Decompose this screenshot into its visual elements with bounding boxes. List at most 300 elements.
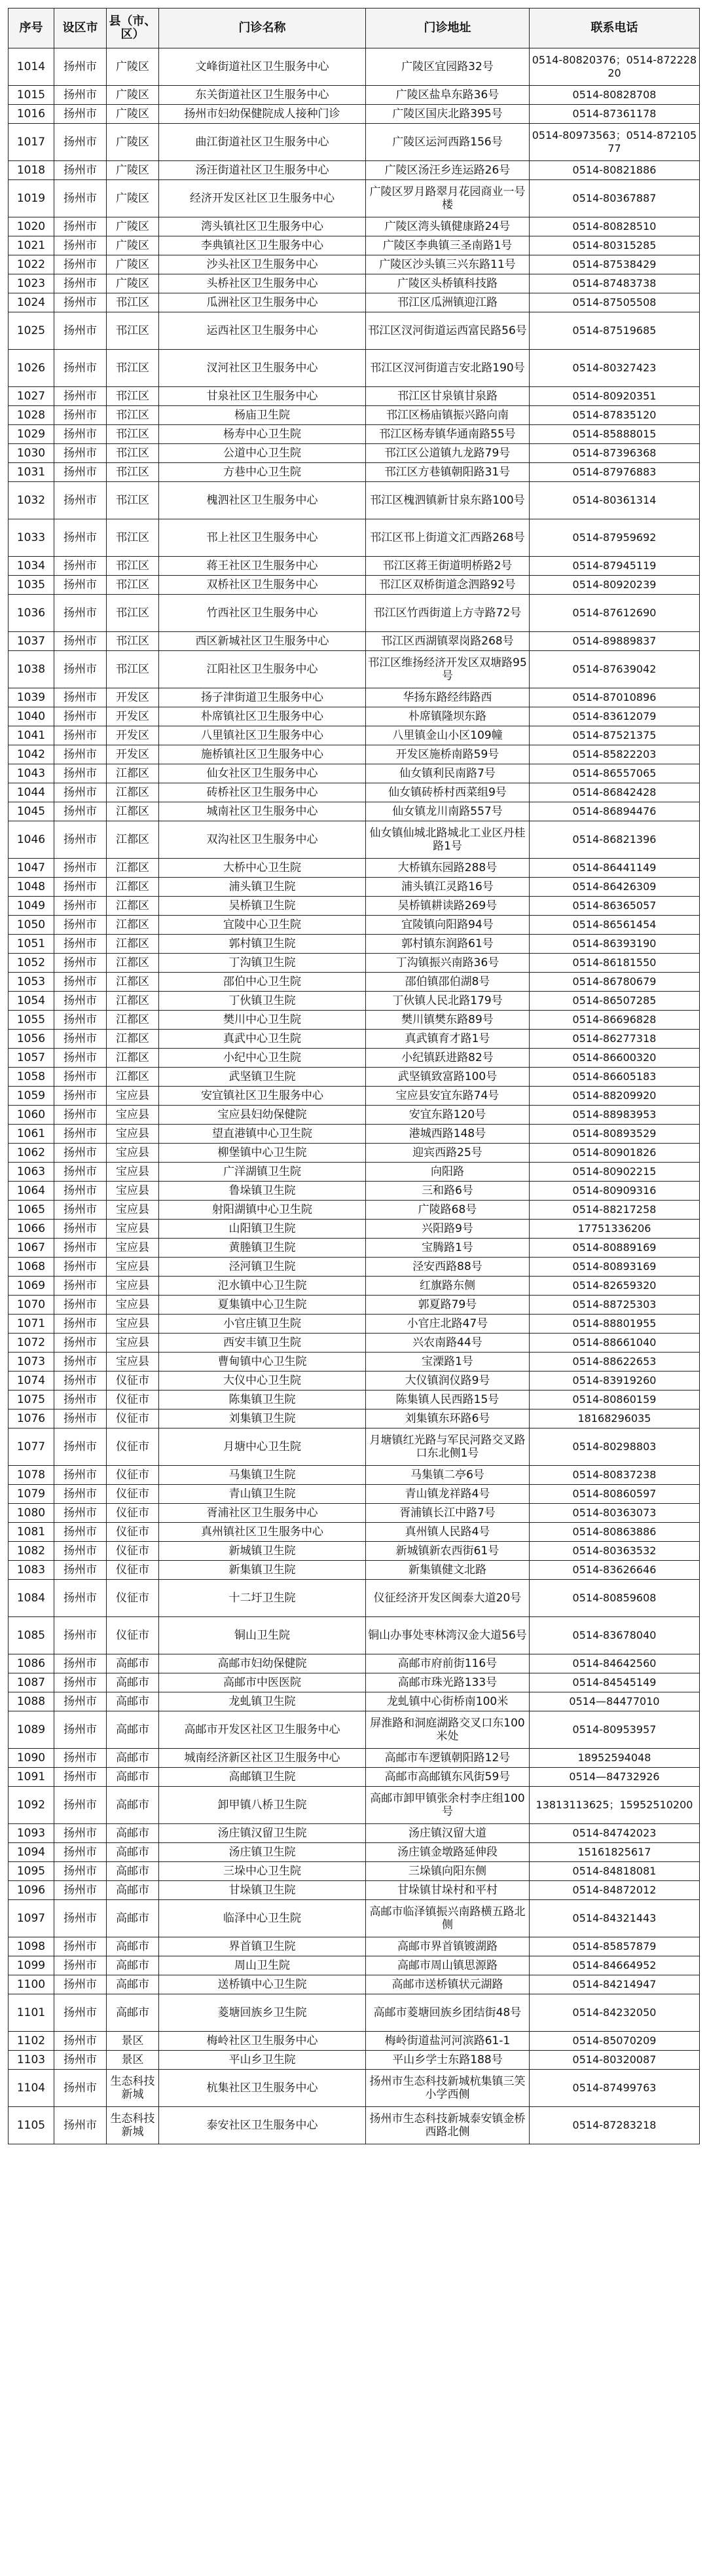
- table-row: [9, 2107, 700, 2144]
- cell-county: 江都区: [107, 821, 159, 859]
- cell-clinic-address: 广陵区头桥镇科技路: [366, 274, 530, 293]
- cell-city: 扬州市: [54, 1220, 107, 1239]
- table-row: [9, 1315, 700, 1334]
- cell-index: 1023: [9, 274, 54, 293]
- table-row: [9, 255, 700, 274]
- table-row: [9, 1711, 700, 1749]
- cell-clinic-name: 城南经济新区社区卫生服务中心: [159, 1749, 366, 1768]
- cell-phone: 0514-87976883: [530, 463, 700, 482]
- cell-phone: 0514-80821886: [530, 161, 700, 180]
- cell-city: 扬州市: [54, 1523, 107, 1542]
- table-row: [9, 1391, 700, 1409]
- cell-city: 扬州市: [54, 595, 107, 632]
- table-row: [9, 1277, 700, 1296]
- cell-index: 1020: [9, 217, 54, 236]
- cell-city: 扬州市: [54, 1843, 107, 1862]
- cell-county: 广陵区: [107, 48, 159, 86]
- cell-city: 扬州市: [54, 1542, 107, 1561]
- cell-city: 扬州市: [54, 86, 107, 105]
- cell-city: 扬州市: [54, 48, 107, 86]
- cell-clinic-name: 湾头镇社区卫生服务中心: [159, 217, 366, 236]
- cell-phone: 15161825617: [530, 1843, 700, 1862]
- cell-phone: 0514-84872012: [530, 1881, 700, 1900]
- cell-clinic-address: 邗江区邗上街道文汇西路268号: [366, 519, 530, 557]
- cell-index: 1039: [9, 688, 54, 707]
- cell-county: 宝应县: [107, 1258, 159, 1277]
- cell-city: 扬州市: [54, 1087, 107, 1106]
- table-row: [9, 2070, 700, 2107]
- cell-index: 1049: [9, 897, 54, 916]
- cell-clinic-name: 运西社区卫生服务中心: [159, 312, 366, 350]
- cell-index: 1073: [9, 1353, 54, 1372]
- cell-clinic-name: 樊川中心卫生院: [159, 1011, 366, 1030]
- cell-city: 扬州市: [54, 707, 107, 726]
- table-row: [9, 1580, 700, 1617]
- cell-clinic-address: 马集镇二亭6号: [366, 1466, 530, 1485]
- cell-clinic-address: 广陵区湾头镇健康路24号: [366, 217, 530, 236]
- table-row: [9, 1296, 700, 1315]
- cell-phone: 0514-80315285: [530, 236, 700, 255]
- cell-city: 扬州市: [54, 1296, 107, 1315]
- cell-city: 扬州市: [54, 878, 107, 897]
- cell-county: 高邮市: [107, 1843, 159, 1862]
- cell-clinic-name: 氾水镇中心卫生院: [159, 1277, 366, 1296]
- cell-city: 扬州市: [54, 1409, 107, 1428]
- table-row: [9, 180, 700, 217]
- cell-clinic-address: 邗江区方巷镇朝阳路31号: [366, 463, 530, 482]
- cell-county: 邗江区: [107, 387, 159, 406]
- cell-clinic-name: 汤庄镇汉留卫生院: [159, 1824, 366, 1843]
- cell-city: 扬州市: [54, 1163, 107, 1182]
- cell-phone: 0514-84545149: [530, 1673, 700, 1692]
- table-row: [9, 916, 700, 935]
- header-phone: 联系电话: [530, 9, 700, 48]
- table-row: [9, 1617, 700, 1654]
- cell-clinic-address: 朴席镇隆坝东路: [366, 707, 530, 726]
- cell-county: 广陵区: [107, 86, 159, 105]
- cell-clinic-name: 吴桥镇卫生院: [159, 897, 366, 916]
- cell-clinic-address: 新城镇新农西街61号: [366, 1542, 530, 1561]
- cell-phone: 0514-86842428: [530, 783, 700, 802]
- cell-clinic-name: 东关街道社区卫生服务中心: [159, 86, 366, 105]
- cell-index: 1081: [9, 1523, 54, 1542]
- cell-phone: 0514-86507285: [530, 992, 700, 1011]
- cell-phone: 0514-84321443: [530, 1900, 700, 1937]
- cell-phone: 0514-84818081: [530, 1862, 700, 1881]
- cell-county: 广陵区: [107, 236, 159, 255]
- cell-phone: 0514-84214947: [530, 1975, 700, 1994]
- cell-county: 开发区: [107, 688, 159, 707]
- cell-county: 宝应县: [107, 1106, 159, 1125]
- table-row: [9, 2032, 700, 2051]
- cell-index: 1085: [9, 1617, 54, 1654]
- cell-clinic-name: 山阳镇卫生院: [159, 1220, 366, 1239]
- table-row: [9, 463, 700, 482]
- cell-clinic-address: 高邮市高邮镇东风街59号: [366, 1768, 530, 1787]
- cell-clinic-name: 杭集社区卫生服务中心: [159, 2070, 366, 2107]
- cell-clinic-name: 八里镇社区卫生服务中心: [159, 726, 366, 745]
- cell-county: 仪征市: [107, 1504, 159, 1523]
- cell-city: 扬州市: [54, 1692, 107, 1711]
- cell-county: 仪征市: [107, 1466, 159, 1485]
- cell-city: 扬州市: [54, 105, 107, 124]
- table-row: [9, 1106, 700, 1125]
- cell-county: 邗江区: [107, 293, 159, 312]
- table-row: [9, 1201, 700, 1220]
- cell-phone: 0514-86821396: [530, 821, 700, 859]
- cell-clinic-address: 广陵区宜园路32号: [366, 48, 530, 86]
- cell-phone: 0514-80859608: [530, 1580, 700, 1617]
- cell-county: 高邮市: [107, 1673, 159, 1692]
- cell-clinic-address: 邗江区双桥街道念泗路92号: [366, 576, 530, 595]
- cell-clinic-address: 邗江区瓜洲镇迎江路: [366, 293, 530, 312]
- cell-clinic-name: 仙女社区卫生服务中心: [159, 764, 366, 783]
- table-row: [9, 350, 700, 387]
- cell-index: 1091: [9, 1768, 54, 1787]
- cell-clinic-address: 迎宾西路25号: [366, 1144, 530, 1163]
- cell-clinic-name: 杨庙卫生院: [159, 406, 366, 425]
- cell-phone: 0514-86365057: [530, 897, 700, 916]
- cell-index: 1052: [9, 954, 54, 973]
- cell-county: 邗江区: [107, 576, 159, 595]
- cell-phone: 0514-84642560: [530, 1654, 700, 1673]
- cell-phone: 0514-87945119: [530, 557, 700, 576]
- table-row: [9, 1239, 700, 1258]
- cell-phone: 0514-87835120: [530, 406, 700, 425]
- cell-city: 扬州市: [54, 726, 107, 745]
- cell-phone: 0514-83678040: [530, 1617, 700, 1654]
- cell-phone: 0514-80820376；0514-87222820: [530, 48, 700, 86]
- table-row: [9, 1334, 700, 1353]
- header-clinic-address: 门诊地址: [366, 9, 530, 48]
- cell-city: 扬州市: [54, 293, 107, 312]
- cell-phone: 0514-80920351: [530, 387, 700, 406]
- table-row: [9, 1030, 700, 1049]
- cell-clinic-address: 邗江区公道镇九龙路79号: [366, 444, 530, 463]
- table-row: [9, 1523, 700, 1542]
- table-row: [9, 1011, 700, 1030]
- cell-city: 扬州市: [54, 1617, 107, 1654]
- cell-clinic-name: 砖桥社区卫生服务中心: [159, 783, 366, 802]
- cell-clinic-name: 黄塍镇卫生院: [159, 1239, 366, 1258]
- table-header-row: [9, 9, 700, 48]
- cell-city: 扬州市: [54, 783, 107, 802]
- cell-phone: 18168296035: [530, 1409, 700, 1428]
- cell-clinic-address: 广陵区国庆北路395号: [366, 105, 530, 124]
- table-row: [9, 745, 700, 764]
- cell-phone: 0514-88209920: [530, 1087, 700, 1106]
- table-row: [9, 1068, 700, 1087]
- cell-index: 1058: [9, 1068, 54, 1087]
- cell-city: 扬州市: [54, 859, 107, 878]
- cell-phone: 0514-80953957: [530, 1711, 700, 1749]
- cell-clinic-name: 曲江街道社区卫生服务中心: [159, 124, 366, 161]
- cell-index: 1087: [9, 1673, 54, 1692]
- cell-clinic-name: 经济开发区社区卫生服务中心: [159, 180, 366, 217]
- cell-city: 扬州市: [54, 2051, 107, 2070]
- cell-clinic-address: 高邮市车逻镇朝阳路12号: [366, 1749, 530, 1768]
- cell-index: 1029: [9, 425, 54, 444]
- table-row: [9, 707, 700, 726]
- cell-clinic-address: 吴桥镇耕读路269号: [366, 897, 530, 916]
- cell-county: 高邮市: [107, 1881, 159, 1900]
- cell-clinic-address: 宝溧路1号: [366, 1353, 530, 1372]
- table-row: [9, 105, 700, 124]
- cell-phone: 0514-80889169: [530, 1239, 700, 1258]
- cell-phone: 17751336206: [530, 1220, 700, 1239]
- cell-index: 1064: [9, 1182, 54, 1201]
- cell-phone: 0514-86600320: [530, 1049, 700, 1068]
- cell-clinic-name: 胥浦社区卫生服务中心: [159, 1504, 366, 1523]
- cell-city: 扬州市: [54, 444, 107, 463]
- table-row: [9, 897, 700, 916]
- cell-county: 景区: [107, 2032, 159, 2051]
- cell-index: 1021: [9, 236, 54, 255]
- table-row: [9, 1428, 700, 1466]
- cell-phone: 0514-87505508: [530, 293, 700, 312]
- cell-index: 1026: [9, 350, 54, 387]
- cell-phone: 0514-80920239: [530, 576, 700, 595]
- cell-city: 扬州市: [54, 519, 107, 557]
- cell-city: 扬州市: [54, 802, 107, 821]
- cell-county: 广陵区: [107, 161, 159, 180]
- table-row: [9, 1994, 700, 2032]
- cell-clinic-address: 泾安西路88号: [366, 1258, 530, 1277]
- cell-county: 江都区: [107, 1068, 159, 1087]
- cell-county: 江都区: [107, 878, 159, 897]
- cell-index: 1076: [9, 1409, 54, 1428]
- cell-city: 扬州市: [54, 2070, 107, 2107]
- cell-phone: 0514-83626646: [530, 1561, 700, 1580]
- cell-county: 邗江区: [107, 444, 159, 463]
- cell-phone: 0514-87283218: [530, 2107, 700, 2144]
- cell-city: 扬州市: [54, 387, 107, 406]
- cell-county: 高邮市: [107, 1711, 159, 1749]
- cell-index: 1044: [9, 783, 54, 802]
- cell-clinic-address: 向阳路: [366, 1163, 530, 1182]
- cell-phone: 0514-83919260: [530, 1372, 700, 1391]
- cell-clinic-name: 泾河镇卫生院: [159, 1258, 366, 1277]
- cell-clinic-address: 平山乡学士东路188号: [366, 2051, 530, 2070]
- cell-city: 扬州市: [54, 1485, 107, 1504]
- cell-city: 扬州市: [54, 688, 107, 707]
- cell-county: 宝应县: [107, 1182, 159, 1201]
- cell-county: 高邮市: [107, 1956, 159, 1975]
- cell-clinic-name: 十二圩卫生院: [159, 1580, 366, 1617]
- cell-clinic-address: 扬州市生态科技新城泰安镇金桥西路北侧: [366, 2107, 530, 2144]
- cell-clinic-name: 宝应县妇幼保健院: [159, 1106, 366, 1125]
- cell-index: 1089: [9, 1711, 54, 1749]
- cell-county: 宝应县: [107, 1315, 159, 1334]
- cell-phone: 0514-87538429: [530, 255, 700, 274]
- cell-clinic-name: 真武中心卫生院: [159, 1030, 366, 1049]
- cell-city: 扬州市: [54, 217, 107, 236]
- cell-county: 高邮市: [107, 1692, 159, 1711]
- clinic-list: [8, 8, 699, 2144]
- cell-county: 仪征市: [107, 1485, 159, 1504]
- cell-index: 1036: [9, 595, 54, 632]
- table-row: [9, 312, 700, 350]
- table-row: [9, 1749, 700, 1768]
- cell-clinic-address: 仙女镇仙城北路城北工业区丹桂路1号: [366, 821, 530, 859]
- cell-clinic-address: 高邮市界首镇镀湖路: [366, 1937, 530, 1956]
- cell-index: 1046: [9, 821, 54, 859]
- table-row: [9, 124, 700, 161]
- cell-city: 扬州市: [54, 236, 107, 255]
- cell-index: 1065: [9, 1201, 54, 1220]
- table-row: [9, 425, 700, 444]
- cell-phone: 0514—84477010: [530, 1692, 700, 1711]
- table-row: [9, 236, 700, 255]
- cell-index: 1078: [9, 1466, 54, 1485]
- cell-index: 1101: [9, 1994, 54, 2032]
- cell-city: 扬州市: [54, 1239, 107, 1258]
- cell-city: 扬州市: [54, 1466, 107, 1485]
- cell-clinic-address: 高邮市府前街116号: [366, 1654, 530, 1673]
- cell-index: 1088: [9, 1692, 54, 1711]
- cell-clinic-name: 丁沟镇卫生院: [159, 954, 366, 973]
- cell-clinic-address: 仙女镇龙川南路557号: [366, 802, 530, 821]
- cell-city: 扬州市: [54, 1428, 107, 1466]
- cell-city: 扬州市: [54, 821, 107, 859]
- cell-county: 广陵区: [107, 124, 159, 161]
- cell-city: 扬州市: [54, 897, 107, 916]
- cell-county: 广陵区: [107, 255, 159, 274]
- cell-clinic-name: 陈集镇卫生院: [159, 1391, 366, 1409]
- table-row: [9, 1900, 700, 1937]
- cell-city: 扬州市: [54, 406, 107, 425]
- cell-clinic-address: 邗江区甘泉镇甘泉路: [366, 387, 530, 406]
- table-row: [9, 557, 700, 576]
- cell-county: 高邮市: [107, 1937, 159, 1956]
- cell-clinic-address: 仙女镇砖桥村西菜组9号: [366, 783, 530, 802]
- table-row: [9, 1824, 700, 1843]
- table-row: [9, 1372, 700, 1391]
- cell-clinic-name: 临泽中心卫生院: [159, 1900, 366, 1937]
- cell-clinic-address: 邗江区竹西街道上方寺路72号: [366, 595, 530, 632]
- cell-index: 1069: [9, 1277, 54, 1296]
- cell-county: 开发区: [107, 707, 159, 726]
- cell-clinic-name: 马集镇卫生院: [159, 1466, 366, 1485]
- cell-index: 1094: [9, 1843, 54, 1862]
- cell-clinic-address: 三和路6号: [366, 1182, 530, 1201]
- table-row: [9, 519, 700, 557]
- cell-city: 扬州市: [54, 1277, 107, 1296]
- cell-clinic-name: 真州镇社区卫生服务中心: [159, 1523, 366, 1542]
- table-row: [9, 973, 700, 992]
- cell-phone: 0514-87010896: [530, 688, 700, 707]
- cell-index: 1057: [9, 1049, 54, 1068]
- cell-clinic-address: 广陵区汤汪乡连运路26号: [366, 161, 530, 180]
- cell-index: 1080: [9, 1504, 54, 1523]
- table-row: [9, 1956, 700, 1975]
- table-row: [9, 1353, 700, 1372]
- cell-clinic-address: 广陵区沙头镇三兴东路11号: [366, 255, 530, 274]
- table-row: [9, 1768, 700, 1787]
- cell-city: 扬州市: [54, 651, 107, 688]
- table-row: [9, 1862, 700, 1881]
- cell-county: 江都区: [107, 1011, 159, 1030]
- cell-clinic-address: 华扬东路经纬路西: [366, 688, 530, 707]
- cell-clinic-name: 望直港镇中心卫生院: [159, 1125, 366, 1144]
- cell-index: 1034: [9, 557, 54, 576]
- cell-clinic-name: 西安丰镇卫生院: [159, 1334, 366, 1353]
- clinic-table: [8, 8, 700, 2144]
- cell-county: 江都区: [107, 802, 159, 821]
- cell-clinic-address: 三垛镇向阳东侧: [366, 1862, 530, 1881]
- cell-clinic-name: 柳堡镇中心卫生院: [159, 1144, 366, 1163]
- header-city: 设区市: [54, 9, 107, 48]
- table-row: [9, 859, 700, 878]
- table-row: [9, 293, 700, 312]
- cell-clinic-address: 刘集镇东环路6号: [366, 1409, 530, 1428]
- cell-clinic-name: 扬子津街道卫生服务中心: [159, 688, 366, 707]
- cell-clinic-name: 高邮市开发区社区卫生服务中心: [159, 1711, 366, 1749]
- cell-clinic-address: 八里镇金山小区109幢: [366, 726, 530, 745]
- cell-index: 1071: [9, 1315, 54, 1334]
- cell-county: 景区: [107, 2051, 159, 2070]
- cell-clinic-address: 陈集镇人民西路15号: [366, 1391, 530, 1409]
- cell-county: 广陵区: [107, 105, 159, 124]
- cell-city: 扬州市: [54, 1391, 107, 1409]
- cell-phone: 0514-84232050: [530, 1994, 700, 2032]
- cell-city: 扬州市: [54, 1900, 107, 1937]
- cell-clinic-address: 樊川镇樊东路89号: [366, 1011, 530, 1030]
- cell-phone: 0514-80320087: [530, 2051, 700, 2070]
- cell-phone: 0514-80828708: [530, 86, 700, 105]
- cell-clinic-address: 广陵区运河西路156号: [366, 124, 530, 161]
- cell-index: 1062: [9, 1144, 54, 1163]
- cell-clinic-address: 真武镇育才路1号: [366, 1030, 530, 1049]
- cell-clinic-name: 丁伙镇卫生院: [159, 992, 366, 1011]
- cell-county: 高邮市: [107, 1768, 159, 1787]
- cell-county: 仪征市: [107, 1617, 159, 1654]
- table-row: [9, 595, 700, 632]
- table-row: [9, 387, 700, 406]
- cell-city: 扬州市: [54, 1334, 107, 1353]
- cell-clinic-name: 高邮市妇幼保健院: [159, 1654, 366, 1673]
- cell-clinic-name: 梅岭社区卫生服务中心: [159, 2032, 366, 2051]
- cell-phone: 0514-85857879: [530, 1937, 700, 1956]
- cell-county: 邗江区: [107, 463, 159, 482]
- cell-clinic-address: 龙虬镇中心街桥南100米: [366, 1692, 530, 1711]
- cell-index: 1072: [9, 1334, 54, 1353]
- cell-clinic-name: 大仪中心卫生院: [159, 1372, 366, 1391]
- cell-phone: 0514-80863886: [530, 1523, 700, 1542]
- table-row: [9, 1843, 700, 1862]
- cell-index: 1054: [9, 992, 54, 1011]
- cell-index: 1048: [9, 878, 54, 897]
- cell-clinic-address: 仪征经济开发区闽泰大道20号: [366, 1580, 530, 1617]
- cell-index: 1079: [9, 1485, 54, 1504]
- cell-clinic-address: 港城西路148号: [366, 1125, 530, 1144]
- cell-index: 1040: [9, 707, 54, 726]
- cell-phone: 0514-83612079: [530, 707, 700, 726]
- table-row: [9, 274, 700, 293]
- cell-phone: 0514—84732926: [530, 1768, 700, 1787]
- cell-city: 扬州市: [54, 1956, 107, 1975]
- cell-city: 扬州市: [54, 2032, 107, 2051]
- cell-county: 宝应县: [107, 1334, 159, 1353]
- cell-index: 1098: [9, 1937, 54, 1956]
- table-row: [9, 726, 700, 745]
- cell-clinic-address: 小纪镇跃进路82号: [366, 1049, 530, 1068]
- cell-clinic-name: 小纪中心卫生院: [159, 1049, 366, 1068]
- cell-phone: 0514-84664952: [530, 1956, 700, 1975]
- cell-city: 扬州市: [54, 576, 107, 595]
- cell-clinic-name: 卸甲镇八桥卫生院: [159, 1787, 366, 1824]
- cell-county: 宝应县: [107, 1220, 159, 1239]
